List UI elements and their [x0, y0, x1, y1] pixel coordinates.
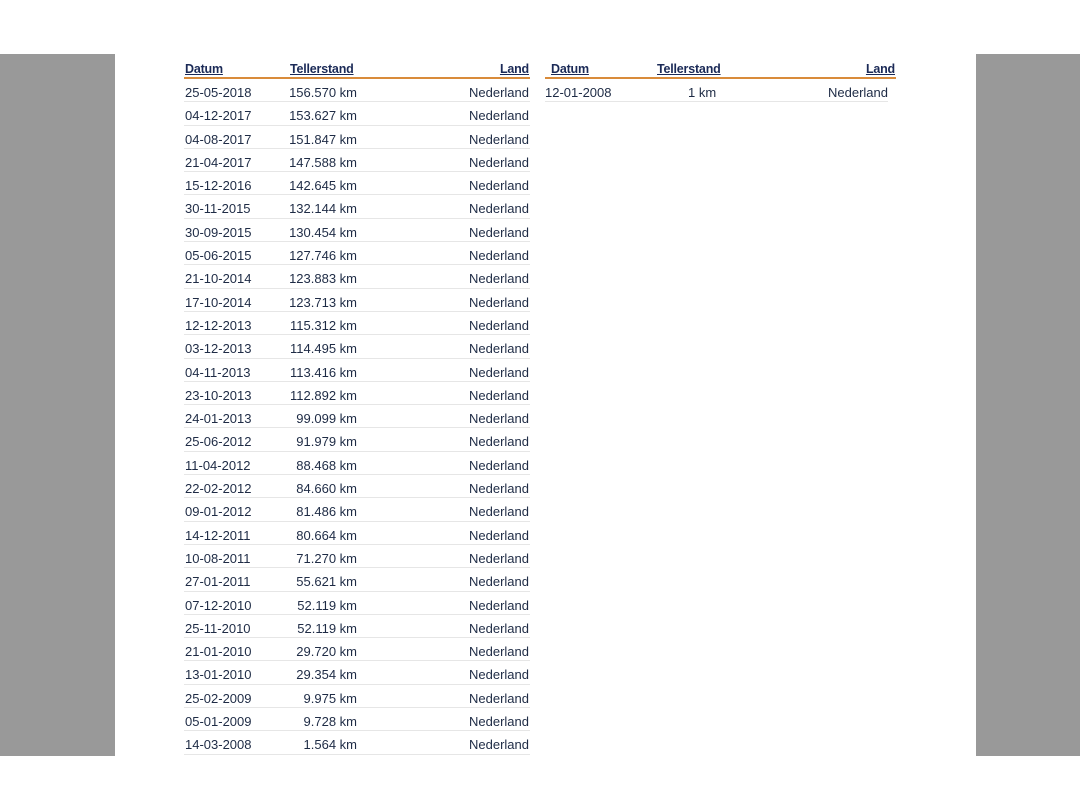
datum-cell: 25-02-2009 [185, 690, 252, 706]
table-body [545, 79, 896, 102]
land-cell: Nederland [469, 85, 529, 100]
datum-cell: 14-03-2008 [185, 737, 252, 753]
datum-cell: 25-06-2012 [185, 434, 252, 450]
land-cell: Nederland [469, 550, 529, 566]
table-row [184, 428, 530, 451]
land-cell: Nederland [469, 294, 529, 310]
table-row [184, 405, 530, 428]
table-row [184, 359, 530, 382]
tellerstand-cell: 55.621 km [296, 574, 357, 590]
datum-cell: 21-10-2014 [185, 271, 252, 287]
datum-cell: 23-10-2013 [185, 387, 252, 403]
land-cell: Nederland [469, 411, 529, 427]
tellerstand-cell: 71.270 km [296, 550, 357, 566]
datum-cell: 05-06-2015 [185, 248, 252, 264]
tellerstand-cell: 52.119 km [297, 620, 357, 636]
tellerstand-cell: 81.486 km [296, 504, 357, 520]
tellerstand-cell: 9.728 km [303, 714, 357, 730]
tellerstand-cell: 127.746 km [289, 248, 357, 264]
tellerstand-cell: 114.495 km [290, 341, 357, 357]
table-row [184, 335, 530, 358]
tellerstand-cell: 29.720 km [296, 644, 357, 660]
table-row [184, 498, 530, 521]
datum-cell: 17-10-2014 [185, 294, 252, 310]
datum-cell: 09-01-2012 [185, 504, 252, 520]
tellerstand-cell: 132.144 km [289, 201, 357, 217]
land-cell: Nederland [469, 154, 529, 170]
land-cell: Nederland [469, 364, 529, 380]
table-header [184, 60, 530, 79]
tellerstand-cell: 142.645 km [289, 178, 357, 194]
land-cell: Nederland [469, 504, 529, 520]
table-row [184, 195, 530, 218]
datum-cell: 04-11-2013 [185, 364, 251, 380]
table-row [545, 79, 888, 102]
table-row [184, 172, 530, 195]
datum-cell: 11-04-2012 [185, 457, 251, 473]
tellerstand-cell: 147.588 km [289, 154, 357, 170]
table-row [184, 219, 530, 242]
table-header [545, 60, 896, 79]
table-row [184, 126, 530, 149]
table-row [184, 312, 530, 335]
tellerstand-cell: 151.847 km [289, 131, 357, 147]
header-datum[interactable]: Datum [185, 62, 223, 76]
tellerstand-cell: 123.713 km [289, 294, 357, 310]
left-gray-margin [0, 54, 115, 756]
land-cell: Nederland [469, 271, 529, 287]
land-cell: Nederland [469, 457, 529, 473]
land-cell: Nederland [469, 108, 529, 124]
datum-cell: 25-05-2018 [185, 85, 252, 100]
tellerstand-cell: 29.354 km [296, 667, 357, 683]
table-row [184, 638, 530, 661]
datum-cell: 07-12-2010 [185, 597, 252, 613]
table-row [184, 615, 530, 638]
datum-cell: 15-12-2016 [185, 178, 252, 194]
datum-cell: 10-08-2011 [185, 550, 251, 566]
datum-cell: 22-02-2012 [185, 481, 252, 497]
table-row [184, 685, 530, 708]
table-row [184, 102, 530, 125]
datum-cell: 30-11-2015 [185, 201, 251, 217]
land-cell: Nederland [469, 178, 529, 194]
table-row [184, 79, 530, 102]
land-cell: Nederland [469, 341, 529, 357]
tellerstand-cell: 99.099 km [296, 411, 357, 427]
table-row [184, 149, 530, 172]
table-row [184, 568, 530, 591]
tellerstand-cell: 113.416 km [290, 364, 357, 380]
datum-cell: 03-12-2013 [185, 341, 252, 357]
table-row [184, 289, 530, 312]
datum-cell: 12-12-2013 [185, 317, 252, 333]
table-row [184, 592, 530, 615]
land-cell: Nederland [469, 224, 529, 240]
table-row [184, 522, 530, 545]
land-cell: Nederland [469, 201, 529, 217]
land-cell: Nederland [469, 620, 529, 636]
land-cell: Nederland [828, 85, 888, 100]
datum-cell: 21-04-2017 [185, 154, 252, 170]
header-tellerstand[interactable]: Tellerstand [290, 62, 354, 76]
datum-cell: 27-01-2011 [185, 574, 251, 590]
tellerstand-cell: 1.564 km [303, 737, 357, 753]
land-cell: Nederland [469, 667, 529, 683]
land-cell: Nederland [469, 574, 529, 590]
land-cell: Nederland [469, 527, 529, 543]
datum-cell: 24-01-2013 [185, 411, 252, 427]
land-cell: Nederland [469, 481, 529, 497]
tellerstand-cell: 112.892 km [290, 387, 357, 403]
table-row [184, 382, 530, 405]
table-row [184, 731, 530, 754]
tellerstand-cell: 130.454 km [289, 224, 357, 240]
land-cell: Nederland [469, 714, 529, 730]
land-cell: Nederland [469, 644, 529, 660]
table-row [184, 708, 530, 731]
tellerstand-cell: 52.119 km [297, 597, 357, 613]
table-row [184, 661, 530, 684]
land-cell: Nederland [469, 248, 529, 264]
datum-cell: 13-01-2010 [185, 667, 252, 683]
datum-cell: 04-08-2017 [185, 131, 252, 147]
table-row [184, 242, 530, 265]
land-cell: Nederland [469, 131, 529, 147]
datum-cell: 05-01-2009 [185, 714, 252, 730]
header-tellerstand[interactable]: Tellerstand [657, 62, 721, 76]
tellerstand-cell: 156.570 km [289, 85, 357, 100]
table-row [184, 545, 530, 568]
datum-cell: 04-12-2017 [185, 108, 252, 124]
land-cell: Nederland [469, 387, 529, 403]
land-cell: Nederland [469, 597, 529, 613]
tellerstand-cell: 84.660 km [296, 481, 357, 497]
tellerstand-cell: 9.975 km [303, 690, 357, 706]
odometer-table-right [545, 60, 896, 102]
header-datum[interactable]: Datum [551, 62, 589, 76]
table-row [184, 475, 530, 498]
tellerstand-cell: 91.979 km [296, 434, 357, 450]
tellerstand-cell: 1 km [688, 85, 717, 100]
datum-cell: 30-09-2015 [185, 224, 252, 240]
land-cell: Nederland [469, 737, 529, 753]
land-cell: Nederland [469, 690, 529, 706]
datum-cell: 21-01-2010 [185, 644, 252, 660]
land-cell: Nederland [469, 317, 529, 333]
table-row [184, 265, 530, 288]
table-row [184, 452, 530, 475]
right-gray-margin [976, 54, 1080, 756]
datum-cell: 14-12-2011 [185, 527, 251, 543]
tellerstand-cell: 80.664 km [296, 527, 357, 543]
odometer-table-left [184, 60, 530, 755]
datum-cell: 12-01-2008 [545, 85, 612, 100]
land-cell: Nederland [469, 434, 529, 450]
header-land[interactable]: Land [865, 62, 895, 76]
tellerstand-cell: 123.883 km [289, 271, 357, 287]
header-land[interactable]: Land [499, 62, 529, 76]
datum-cell: 25-11-2010 [185, 620, 251, 636]
tellerstand-cell: 153.627 km [289, 108, 357, 124]
table-body [184, 79, 530, 755]
tellerstand-cell: 115.312 km [290, 317, 357, 333]
tellerstand-cell: 88.468 km [296, 457, 357, 473]
